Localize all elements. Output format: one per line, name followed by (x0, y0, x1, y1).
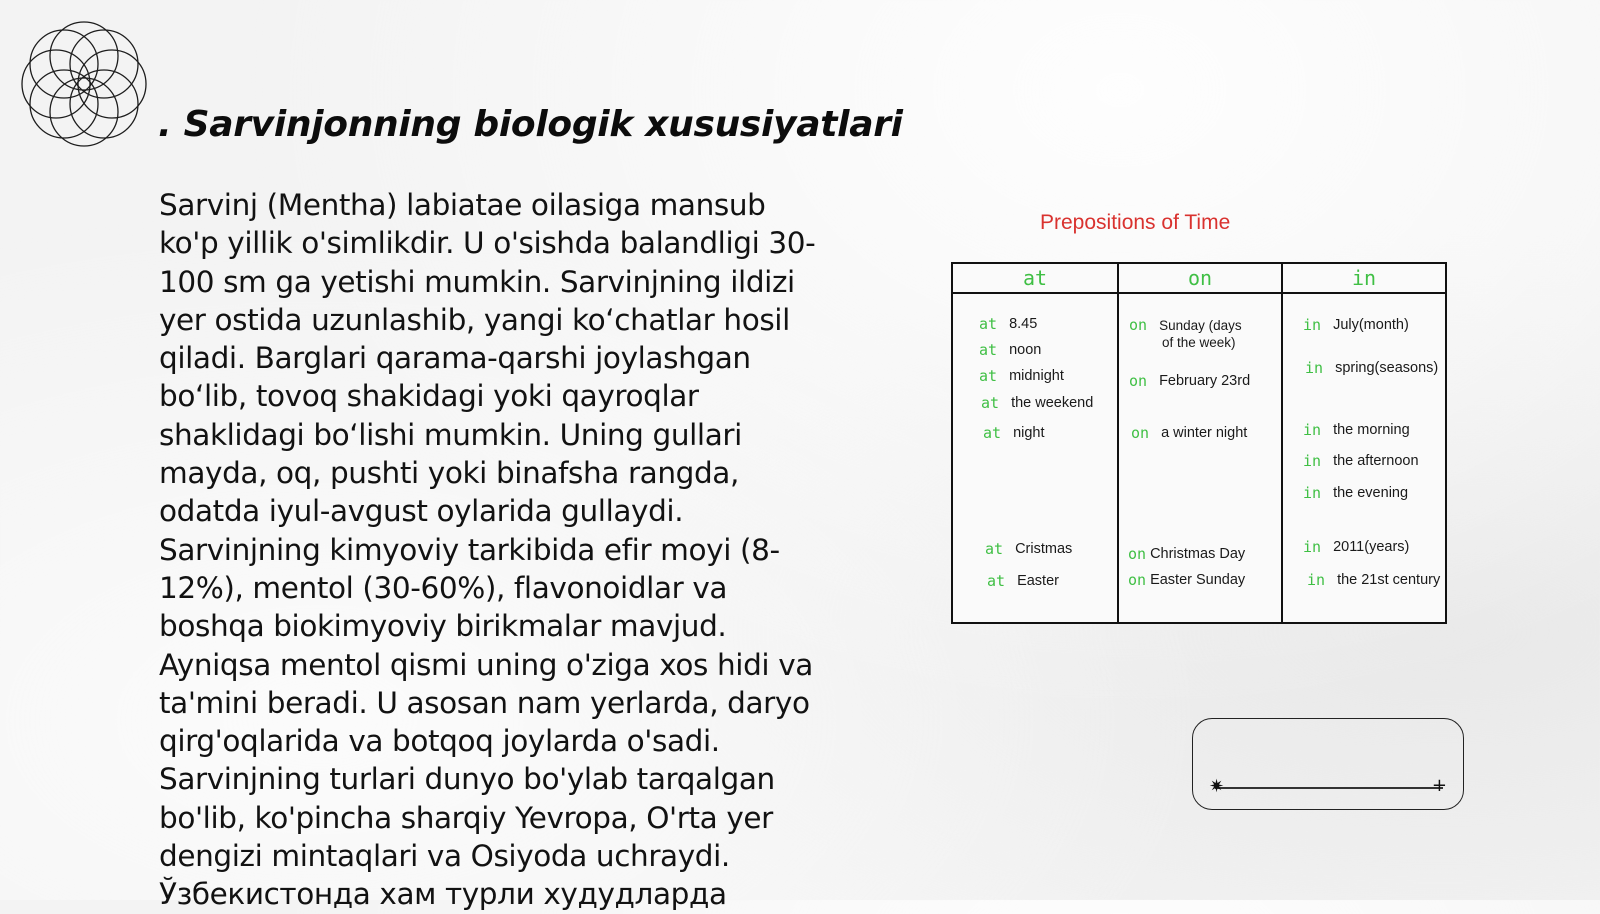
preposition-word: at (983, 424, 1002, 442)
at-row (979, 342, 1041, 360)
at-row (979, 368, 1064, 386)
time-expression: the afternoon (1333, 453, 1419, 469)
time-expression: the morning (1333, 422, 1410, 438)
body-line: boshqa biokimyoviy birikmalar mavjud. (159, 609, 727, 644)
at-row (979, 316, 1037, 334)
body-line: bo'lib, ko'pincha sharqiy Yevropa, O'rta yer (159, 800, 773, 835)
preposition-word: in (1303, 421, 1322, 439)
time-expression: midnight (1009, 368, 1064, 384)
slider-track[interactable] (1215, 787, 1443, 789)
time-expression: Easter (1017, 573, 1059, 589)
body-line: dengizi mintaqlari va Osiyoda uchraydi. (159, 839, 730, 874)
time-expression: night (1013, 425, 1045, 441)
body-line: shaklidagi boʻlishi mumkin. Uning gullari (159, 417, 742, 452)
time-expression: of the week) (1162, 335, 1236, 350)
body-line: Ayniqsa mentol qismi uning o'ziga xos hidi va (159, 647, 813, 682)
preposition-word: on (1129, 316, 1148, 334)
preposition-word: in (1303, 452, 1322, 470)
time-expression: 2011(years) (1333, 539, 1410, 555)
time-expression: the 21st century (1337, 572, 1441, 588)
body-line: Sarvinjning kimyoviy tarkibida efir moyi (8- (159, 532, 780, 567)
preposition-word: on (1128, 545, 1147, 563)
on-row (1129, 373, 1250, 391)
preposition-word: in (1303, 484, 1322, 502)
on-row (1128, 546, 1245, 564)
time-expression: Cristmas (1015, 541, 1073, 557)
at-row (983, 425, 1045, 443)
time-expression: February 23rd (1159, 373, 1251, 389)
header-in: in (1351, 266, 1377, 290)
body-line: yer ostida uzunlashib, yangi koʻchatlar hosil (159, 302, 790, 337)
in-row (1303, 485, 1408, 503)
time-expression: the weekend (1011, 395, 1094, 411)
body-line: 100 sm ga yetishi mumkin. Sarvinjning ildizi (159, 264, 795, 299)
column-divider (1281, 264, 1283, 622)
at-row (987, 573, 1059, 591)
slide-title: . Sarvinjonning biologik xususiyatlari (158, 104, 903, 145)
preposition-word: at (979, 367, 998, 385)
in-row (1307, 572, 1440, 590)
time-expression: a winter night (1161, 425, 1248, 441)
in-row (1305, 360, 1438, 378)
header-on: on (1187, 266, 1213, 290)
circles-logo-icon (8, 8, 160, 160)
body-line: qiladi. Barglari qarama-qarshi joylashgan (159, 341, 751, 376)
body-line: Ўзбекистонда хам турли худудларда (159, 877, 727, 912)
preposition-word: on (1131, 424, 1150, 442)
on-row (1128, 572, 1245, 590)
column-divider (1117, 264, 1119, 622)
preposition-word: in (1303, 538, 1322, 556)
prepositions-title: Prepositions of Time (1040, 211, 1231, 234)
time-expression: 8.45 (1009, 316, 1038, 332)
at-row (981, 395, 1093, 413)
preposition-word: at (987, 572, 1006, 590)
time-expression: Easter Sunday (1150, 572, 1246, 588)
on-row-continued (1162, 334, 1236, 351)
on-row (1131, 425, 1247, 443)
body-line: qirg'oqlarida va botqoq joylarda o'sadi. (159, 724, 720, 759)
header-divider (953, 292, 1445, 294)
header-at: at (1022, 266, 1048, 290)
time-expression: Sunday (days (1159, 318, 1242, 333)
body-line: Sarvinjning turlari dunyo bo'ylab tarqalgan (159, 762, 775, 797)
preposition-word: on (1129, 372, 1148, 390)
preposition-word: at (985, 540, 1004, 558)
in-row (1303, 539, 1409, 557)
time-expression: the evening (1333, 485, 1409, 501)
body-line: ko'p yillik o'simlikdir. U o'sishda balandligi 30- (159, 226, 816, 261)
preposition-word: in (1303, 316, 1322, 334)
in-row (1303, 422, 1410, 440)
body-line: 12%), mentol (30-60%), flavonoidlar va (159, 570, 728, 605)
time-expression: spring(seasons) (1335, 360, 1439, 376)
body-line: mayda, oq, pushti yoki binafsha rangda, (159, 456, 739, 491)
preposition-word: in (1307, 571, 1326, 589)
preposition-word: at (979, 315, 998, 333)
on-row (1129, 317, 1242, 335)
body-line: ta'mini beradi. U asosan nam yerlarda, daryo (159, 685, 810, 720)
at-row (985, 541, 1072, 559)
body-line: boʻlib, tovoq shakidagi yoki qayroqlar (159, 379, 699, 414)
body-line: Sarvinj (Mentha) labiatae oilasiga mansub (159, 188, 766, 222)
plus-icon[interactable]: + (1431, 775, 1447, 796)
time-expression: July(month) (1333, 317, 1409, 333)
time-expression: Christmas Day (1150, 546, 1246, 562)
body-paragraph (159, 186, 849, 914)
sparkle-icon[interactable]: ✷ (1209, 776, 1225, 797)
slider-frame[interactable] (1192, 718, 1464, 810)
in-row (1303, 317, 1409, 335)
in-row (1303, 453, 1419, 471)
preposition-word: at (979, 341, 998, 359)
preposition-word: at (981, 394, 1000, 412)
body-line: odatda iyul-avgust oylarida gullaydi. (159, 494, 684, 529)
preposition-word: in (1305, 359, 1324, 377)
time-expression: noon (1009, 342, 1042, 358)
prepositions-table (951, 262, 1447, 624)
preposition-word: on (1128, 571, 1147, 589)
